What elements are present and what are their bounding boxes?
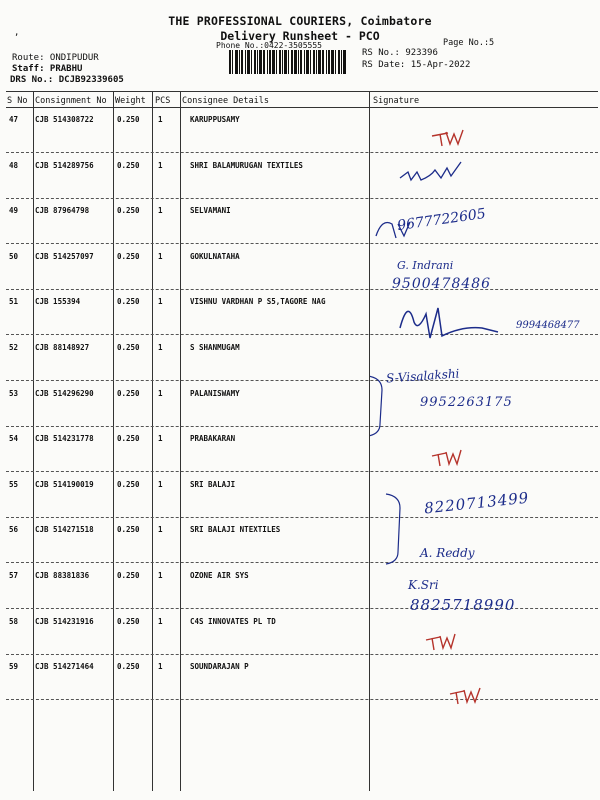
col-header-consignment: Consignment No bbox=[35, 96, 107, 106]
rs-number: RS No.: 923396 bbox=[362, 48, 438, 58]
cell-sno: 52 bbox=[9, 343, 19, 352]
cell-weight: 0.250 bbox=[117, 297, 140, 307]
handwritten-name: S-Visalakshi bbox=[385, 366, 460, 386]
col-header-consignee: Consignee Details bbox=[182, 96, 269, 106]
cell-weight: 0.250 bbox=[117, 616, 140, 626]
handwritten-phone: 9677722605 bbox=[396, 205, 487, 235]
cell-weight: 0.250 bbox=[117, 160, 140, 170]
table-top-border bbox=[6, 91, 598, 92]
cell-consignment-no: CJB 514289756 bbox=[35, 160, 94, 170]
cell-weight: 0.250 bbox=[117, 434, 140, 444]
cell-consignee: SRI BALAJI NTEXTILES bbox=[190, 525, 281, 535]
cell-pcs: 1 bbox=[158, 525, 163, 535]
cell-consignee: SHRI BALAMURUGAN TEXTILES bbox=[190, 160, 303, 170]
cell-sno: 51 bbox=[9, 297, 19, 307]
cell-consignment-no: CJB 514296290 bbox=[35, 388, 94, 398]
handwritten-phone: 8825718990 bbox=[410, 596, 516, 614]
bracket-mark bbox=[386, 494, 400, 564]
cell-consignee: S SHANMUGAM bbox=[190, 343, 240, 352]
cell-consignment-no: CJB 514308722 bbox=[35, 115, 94, 124]
cell-consignment-no: CJB 514231916 bbox=[35, 616, 94, 626]
cell-consignee: PALANISWAMY bbox=[190, 388, 240, 398]
cell-consignment-no: CJB 514257097 bbox=[35, 251, 94, 261]
cell-pcs: 1 bbox=[158, 206, 163, 216]
cell-weight: 0.250 bbox=[117, 571, 140, 580]
cell-pcs: 1 bbox=[158, 115, 163, 124]
signature-mark bbox=[426, 634, 455, 650]
cell-weight: 0.250 bbox=[117, 115, 140, 124]
cell-weight: 0.250 bbox=[117, 525, 140, 535]
col-header-pcs: PCS bbox=[155, 96, 171, 106]
column-divider bbox=[33, 91, 34, 791]
cell-sno: 55 bbox=[9, 479, 19, 489]
cell-consignment-no: CJB 514190019 bbox=[35, 479, 94, 489]
cell-sno: 47 bbox=[9, 115, 19, 124]
cell-sno: 49 bbox=[9, 206, 19, 216]
cell-consignment-no: CJB 88381836 bbox=[35, 571, 90, 580]
cell-consignment-no: CJB 87964798 bbox=[35, 206, 90, 216]
signature-mark bbox=[432, 130, 463, 146]
cell-pcs: 1 bbox=[158, 616, 163, 626]
cell-sno: 48 bbox=[9, 160, 19, 170]
cell-weight: 0.250 bbox=[117, 343, 140, 352]
cell-pcs: 1 bbox=[158, 251, 163, 261]
cell-pcs: 1 bbox=[158, 662, 163, 672]
cell-weight: 0.250 bbox=[117, 251, 140, 261]
runsheet-title: Delivery Runsheet - PCO bbox=[220, 29, 380, 43]
company-title: THE PROFESSIONAL COURIERS, Coimbatore bbox=[168, 14, 432, 28]
cell-sno: 56 bbox=[9, 525, 19, 535]
cell-consignee: PRABAKARAN bbox=[190, 434, 236, 444]
cell-weight: 0.250 bbox=[117, 662, 140, 672]
column-divider bbox=[180, 91, 181, 791]
cell-consignee: OZONE AIR SYS bbox=[190, 571, 249, 580]
cell-sno: 59 bbox=[9, 662, 19, 672]
route: Route: ONDIPUDUR bbox=[12, 53, 99, 63]
cell-consignment-no: CJB 514271518 bbox=[35, 525, 94, 535]
cell-consignment-no: CJB 88148927 bbox=[35, 343, 90, 352]
staff: Staff: PRABHU bbox=[12, 64, 83, 74]
cell-pcs: 1 bbox=[158, 571, 163, 580]
cell-sno: 57 bbox=[9, 571, 19, 580]
cell-sno: 58 bbox=[9, 616, 19, 626]
cell-consignee: SOUNDARAJAN P bbox=[190, 662, 249, 672]
stray-mark: , bbox=[14, 28, 20, 38]
cell-sno: 50 bbox=[9, 251, 19, 261]
column-divider bbox=[152, 91, 153, 791]
col-header-sno: S No bbox=[7, 96, 28, 106]
cell-weight: 0.250 bbox=[117, 388, 140, 398]
handwritten-phone: 9500478486 bbox=[392, 276, 492, 292]
cell-consignee: KARUPPUSAMY bbox=[190, 115, 240, 124]
cell-consignee: VISHNU VARDHAN P S5,TAGORE NAG bbox=[190, 297, 326, 307]
cell-pcs: 1 bbox=[158, 479, 163, 489]
handwritten-phone: 9952263175 bbox=[420, 395, 513, 410]
cell-consignee: SRI BALAJI bbox=[190, 479, 236, 489]
handwritten-phone: 9994468477 bbox=[516, 320, 580, 331]
signature-mark bbox=[450, 688, 480, 704]
cell-sno: 53 bbox=[9, 388, 19, 398]
cell-pcs: 1 bbox=[158, 434, 163, 444]
cell-consignee: SELVAMANI bbox=[190, 206, 231, 216]
cell-consignee: C4S INNOVATES PL TD bbox=[190, 616, 276, 626]
cell-weight: 0.250 bbox=[117, 479, 140, 489]
cell-weight: 0.250 bbox=[117, 206, 140, 216]
handwritten-phone: 8220713499 bbox=[423, 488, 531, 518]
cell-consignment-no: CJB 155394 bbox=[35, 297, 81, 307]
handwritten-name: G. Indrani bbox=[397, 259, 454, 272]
rs-date: RS Date: 15-Apr-2022 bbox=[362, 60, 471, 70]
cell-sno: 54 bbox=[9, 434, 19, 444]
signature-mark bbox=[400, 308, 498, 338]
column-divider bbox=[113, 91, 114, 791]
col-header-signature: Signature bbox=[373, 96, 420, 106]
page-number: Page No.:5 bbox=[443, 38, 495, 48]
cell-pcs: 1 bbox=[158, 388, 163, 398]
signature-mark bbox=[432, 450, 461, 466]
bracket-mark bbox=[370, 376, 382, 436]
cell-consignment-no: CJB 514271464 bbox=[35, 662, 94, 672]
signature-mark bbox=[400, 162, 461, 180]
barcode bbox=[229, 50, 347, 74]
cell-pcs: 1 bbox=[158, 297, 163, 307]
phone-number: Phone No.:0422-3505555 bbox=[216, 41, 322, 50]
handwritten-name: A. Reddy bbox=[420, 546, 475, 560]
cell-consignment-no: CJB 514231778 bbox=[35, 434, 94, 444]
cell-pcs: 1 bbox=[158, 160, 163, 170]
cell-pcs: 1 bbox=[158, 343, 163, 352]
drs-number: DRS No.: DCJB92339605 bbox=[10, 75, 124, 85]
handwritten-name: K.Sri bbox=[408, 578, 439, 592]
col-header-weight: Weight bbox=[115, 96, 146, 106]
cell-consignee: GOKULNATAHA bbox=[190, 251, 240, 261]
